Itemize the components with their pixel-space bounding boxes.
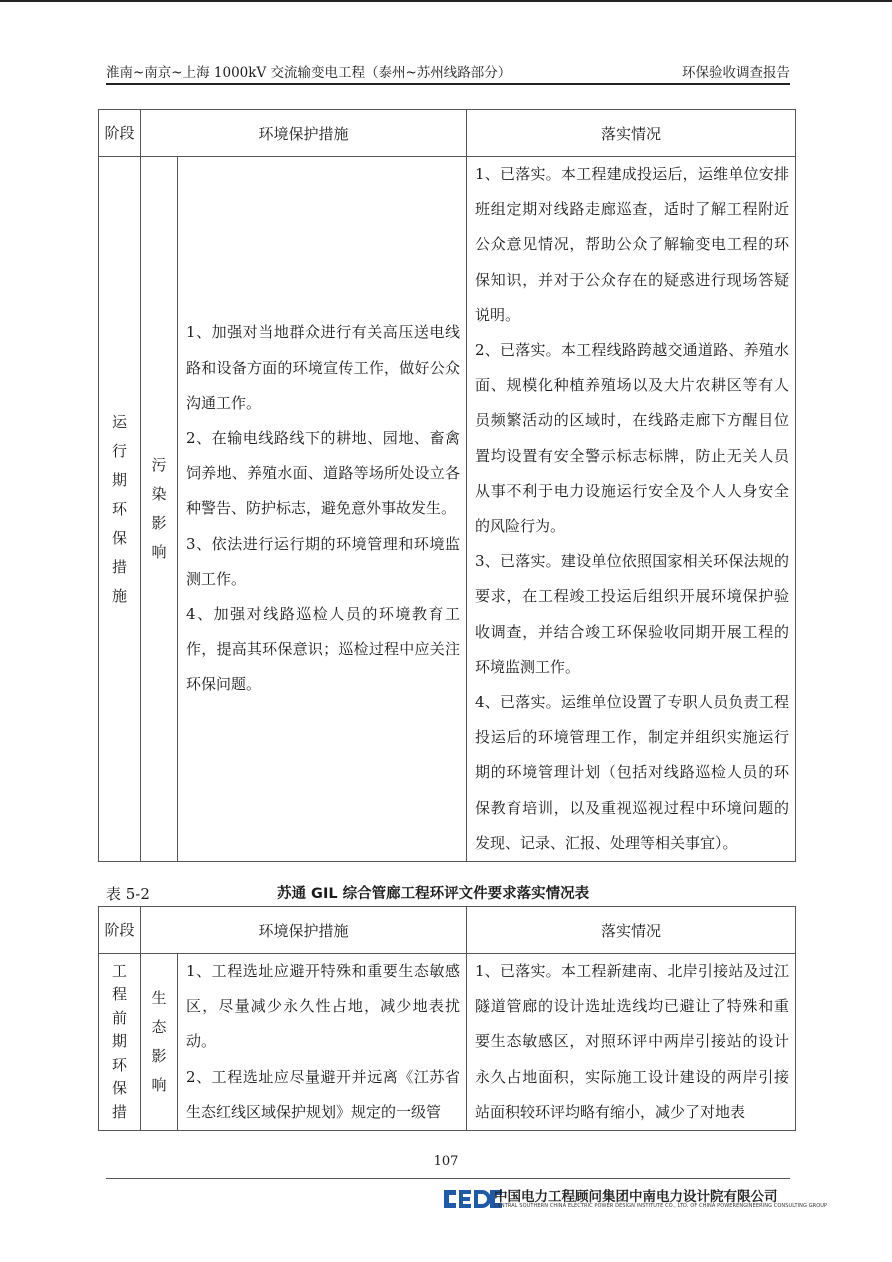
measure-item: 3、依法进行运行期的环境管理和环境监测工作。 [186, 534, 461, 588]
table-caption [106, 884, 790, 904]
measures-table-gil [98, 906, 796, 1131]
col-header-measures: 环境保护措施 [141, 110, 467, 157]
status-item: 4、已落实。运维单位设置了专职人员负责工程投运后的环境管理工作，制定并组织实施运行期的环境管理计划（包括对线路巡检人员的环保教育培训，以及重视巡视过程中环境问题的发现、记录、汇报、处理等相关事宜）。 [475, 693, 790, 852]
company-name-cn: 中国电力工程顾问集团中南电力设计院有限公司 [494, 1189, 778, 1205]
stage-label: 运行期环保措施 [111, 412, 127, 605]
col-header-stage: 阶段 [99, 907, 141, 954]
table-title: 苏通 GIL 综合管廊工程环评文件要求落实情况表 [277, 886, 590, 902]
footer-divider [106, 1178, 790, 1179]
col-header-status: 落实情况 [467, 110, 796, 157]
measure-item: 1、加强对当地群众进行有关高压送电线路和设备方面的环境宣传工作，做好公众沟通工作。 [186, 323, 461, 412]
col-header-measures: 环境保护措施 [141, 907, 467, 954]
header-project-title: 淮南~南京~上海 1000kV 交流输变电工程（泰州~苏州线路部分） [106, 65, 512, 81]
page-header [106, 64, 790, 82]
stage-cell [99, 954, 141, 1131]
page-number: 107 [433, 1154, 459, 1169]
header-report-title: 环保验收调查报告 [682, 65, 790, 81]
measure-item: 1、工程选址应避开特殊和重要生态敏感区，尽量减少永久性占地，减少地表扰动。 [186, 962, 461, 1051]
company-name-en: CENTRAL SOUTHERN CHINA ELECTRIC POWER DESIGN INSTITUTE CO., LTD. OF CHINA POWERENGINEERING CONSULTING GROUP [494, 1203, 828, 1209]
header-divider [106, 83, 790, 85]
status-item: 2、已落实。本工程线路跨越交通道路、养殖水面、规模化种植养殖场以及大片农耕区等有人员频繁活动的区域时，在线路走廊下方醒目位置均设置有安全警示标志标牌，防止无关人员从事不利于电力设施运行安全及个人人身安全的风险行为。 [475, 341, 790, 536]
top-border [0, 0, 892, 2]
status-item: 1、已落实。本工程新建南、北岸引接站及过江隧道管廊的设计选址选线均已避让了特殊和重要生态敏感区，对照环评中两岸引接站的设计永久占地面积，实际施工设计建设的两岸引接站面积较环评均略有缩小，减少了对地表 [475, 962, 790, 1121]
status-cell [467, 157, 796, 862]
measures-table-operation [98, 109, 796, 862]
status-item: 3、已落实。建设单位依照国家相关环保法规的要求，在工程竣工投运后组织开展环境保护验收调查，并结合竣工环保验收同期开展工程的环境监测工作。 [475, 552, 790, 676]
measure-item: 2、在输电线路线下的耕地、园地、畜禽饲养地、养殖水面、道路等场所处设立各种警告、防护标志，避免意外事故发生。 [186, 429, 461, 518]
stage-label: 工程前期环保措 [111, 961, 127, 1121]
status-cell [467, 954, 796, 1131]
stage-cell [99, 157, 141, 862]
category-cell [141, 954, 178, 1131]
measures-cell [178, 954, 467, 1131]
measure-item: 2、工程选址应尽量避开并远离《江苏省生态红线区域保护规划》规定的一级管 [186, 1067, 461, 1121]
measure-item: 4、加强对线路巡检人员的环境教育工作，提高其环保意识；巡检过程中应关注环保问题。 [186, 605, 461, 694]
category-label: 生态影响 [151, 989, 167, 1094]
table-number: 表 5-2 [106, 885, 150, 903]
status-item: 1、已落实。本工程建成投运后，运维单位安排班组定期对线路走廊巡查，适时了解工程附近公众意见情况，帮助公众了解输变电工程的环保知识，并对于公众存在的疑惑进行现场答疑说明。 [475, 165, 790, 324]
measures-cell [178, 157, 467, 862]
col-header-stage: 阶段 [99, 110, 141, 157]
category-cell [141, 157, 178, 862]
category-label: 污染影响 [151, 456, 167, 562]
col-header-status: 落实情况 [467, 907, 796, 954]
